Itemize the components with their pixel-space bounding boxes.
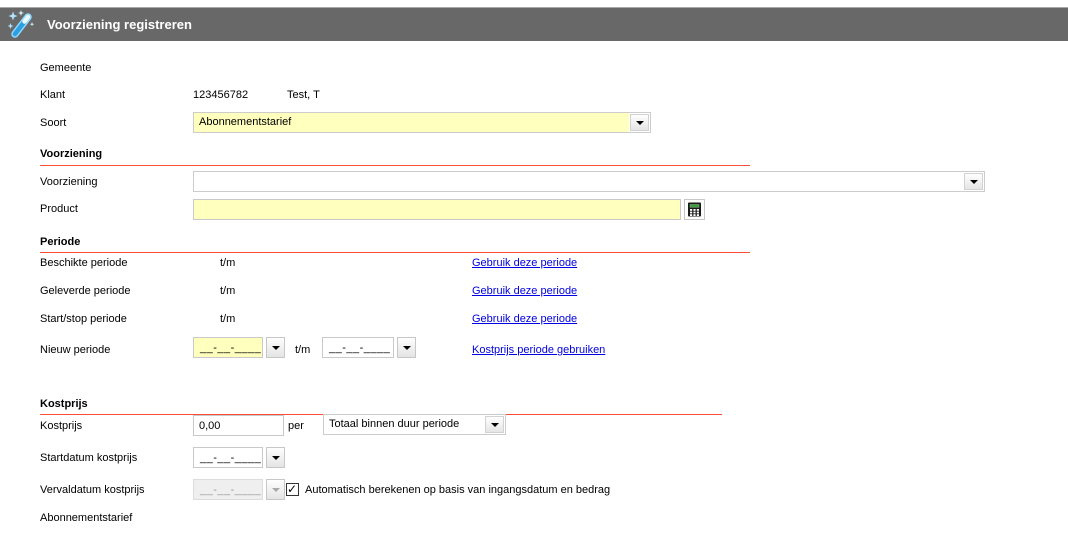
nieuw-periode-from-date-dropdown-button[interactable] bbox=[266, 337, 285, 358]
soort-dropdown[interactable] bbox=[193, 112, 651, 133]
beschikte-periode-gebruik-link[interactable]: Gebruik deze periode bbox=[472, 257, 578, 269]
soort-label: Soort bbox=[40, 117, 67, 129]
voorziening-dropdown-button[interactable] bbox=[964, 173, 983, 190]
geleverde-periode-tm-label: t/m bbox=[220, 285, 236, 297]
vervaldatum-kostprijs-label: Vervaldatum kostprijs bbox=[40, 484, 145, 496]
voorziening-dropdown[interactable] bbox=[193, 171, 985, 192]
nieuw-periode-label: Nieuw periode bbox=[40, 344, 111, 356]
klant-number-value: 123456782 bbox=[193, 89, 249, 101]
geleverde-periode-gebruik-link[interactable]: Gebruik deze periode bbox=[472, 285, 578, 297]
chevron-down-icon bbox=[970, 180, 978, 184]
startdatum-kostprijs-date-input[interactable]: __-__-____ bbox=[193, 447, 263, 468]
kostprijs-periode-gebruiken-link[interactable]: Kostprijs periode gebruiken bbox=[472, 344, 606, 356]
nieuw-periode-tm-label: t/m bbox=[295, 344, 311, 356]
titlebar bbox=[0, 7, 1068, 41]
chevron-down-icon bbox=[272, 456, 280, 460]
voorziening-label: Voorziening bbox=[40, 176, 98, 188]
nieuw-periode-to-date-dropdown-button[interactable] bbox=[397, 337, 416, 358]
voorziening-section-divider bbox=[40, 165, 750, 166]
startstop-periode-tm-label: t/m bbox=[220, 313, 236, 325]
auto-berekenen-checkbox[interactable] bbox=[286, 483, 299, 496]
kostprijs-section-title: Kostprijs bbox=[40, 398, 88, 410]
auto-berekenen-label: Automatisch berekenen op basis van ingangsdatum en bedrag bbox=[305, 484, 611, 496]
beschikte-periode-label: Beschikte periode bbox=[40, 257, 128, 269]
nieuw-periode-from-date-input[interactable]: __-__-____ bbox=[193, 337, 263, 358]
soort-dropdown-value: Abonnementstarief bbox=[194, 113, 629, 132]
startdatum-kostprijs-dropdown-button[interactable] bbox=[266, 447, 285, 468]
product-lookup-button[interactable] bbox=[684, 199, 705, 220]
page-title: Voorziening registreren bbox=[47, 17, 192, 32]
chevron-down-icon bbox=[491, 423, 499, 427]
per-dropdown-button[interactable] bbox=[485, 416, 504, 433]
voorziening-dropdown-value bbox=[194, 172, 963, 191]
klant-label: Klant bbox=[40, 89, 66, 101]
klant-name-value: Test, T bbox=[287, 89, 320, 101]
product-label: Product bbox=[40, 203, 78, 215]
gemeente-label: Gemeente bbox=[40, 62, 92, 74]
magic-wand-icon bbox=[6, 9, 38, 41]
voorziening-section-title: Voorziening bbox=[40, 148, 103, 160]
kostprijs-input[interactable] bbox=[193, 415, 284, 436]
startdatum-kostprijs-label: Startdatum kostprijs bbox=[40, 452, 138, 464]
soort-dropdown-button[interactable] bbox=[630, 114, 649, 131]
startstop-periode-gebruik-link[interactable]: Gebruik deze periode bbox=[472, 313, 578, 325]
abonnementstarief-label: Abonnementstarief bbox=[40, 512, 133, 524]
vervaldatum-kostprijs-date-input: __-__-____ bbox=[193, 479, 263, 500]
periode-section-divider bbox=[40, 252, 750, 253]
chevron-down-icon bbox=[272, 346, 280, 350]
chevron-down-icon bbox=[636, 121, 644, 125]
startstop-periode-label: Start/stop periode bbox=[40, 313, 127, 325]
beschikte-periode-tm-label: t/m bbox=[220, 257, 236, 269]
per-dropdown-value: Totaal binnen duur periode bbox=[329, 418, 460, 430]
vervaldatum-kostprijs-dropdown-button bbox=[266, 479, 285, 500]
periode-section-title: Periode bbox=[40, 236, 81, 248]
geleverde-periode-label: Geleverde periode bbox=[40, 285, 131, 297]
per-label: per bbox=[288, 420, 304, 432]
chevron-down-icon bbox=[272, 488, 280, 492]
calculator-icon bbox=[687, 202, 702, 217]
per-dropdown[interactable] bbox=[323, 414, 506, 435]
chevron-down-icon bbox=[403, 346, 411, 350]
kostprijs-label: Kostprijs bbox=[40, 420, 83, 432]
product-input[interactable] bbox=[193, 199, 681, 220]
nieuw-periode-to-date-input[interactable]: __-__-____ bbox=[322, 337, 394, 358]
